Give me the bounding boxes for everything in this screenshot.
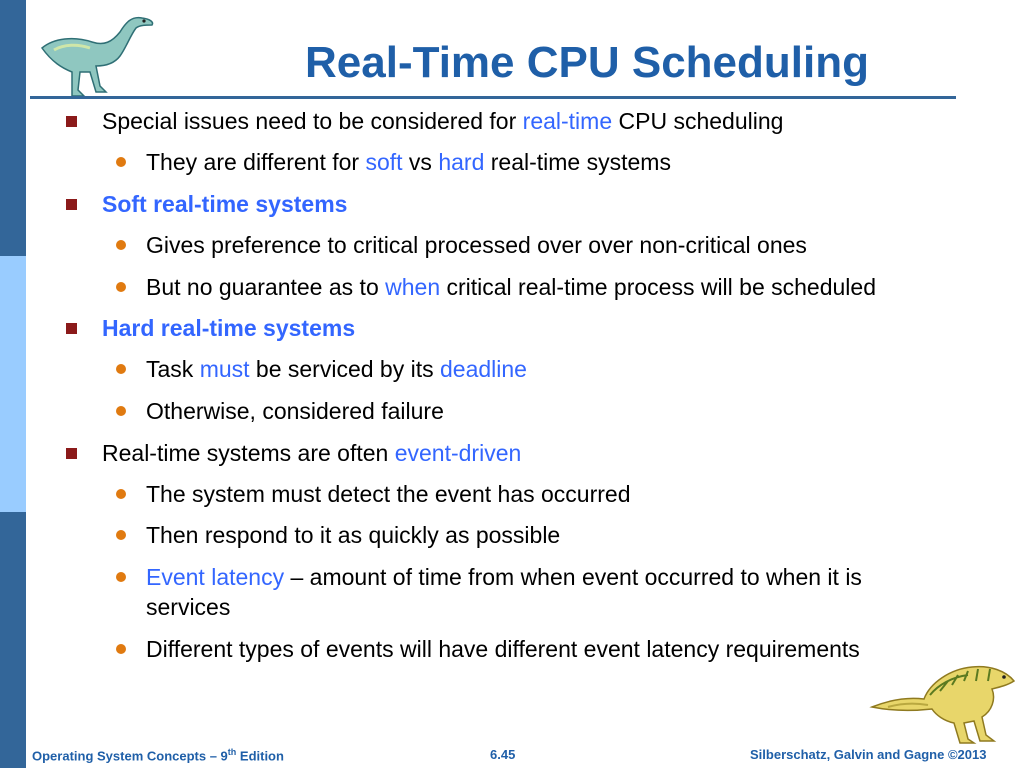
bullet-special-issues: Special issues need to be considered for real-time CPU scheduling	[102, 108, 784, 134]
square-bullet-icon	[66, 116, 77, 127]
heading-soft-real-time: Soft real-time systems	[102, 191, 348, 217]
round-bullet-icon	[116, 157, 126, 167]
round-bullet-icon	[116, 282, 126, 292]
title-underline	[30, 96, 956, 99]
bullet-no-guarantee: But no guarantee as to when critical real-time process will be scheduled	[146, 274, 876, 300]
bullet-respond-quickly: Then respond to it as quickly as possible	[146, 522, 561, 548]
footer-book-title: Operating System Concepts – 9th Edition	[32, 747, 284, 764]
left-sidebar-bar	[0, 0, 26, 768]
dinosaur-logo-icon	[34, 8, 158, 100]
slide-title: Real-Time CPU Scheduling	[305, 38, 869, 87]
round-bullet-icon	[116, 364, 126, 374]
sidebar-segment-bottom	[0, 512, 26, 768]
round-bullet-icon	[116, 530, 126, 540]
bullet-latency-requirements: Different types of events will have different event latency requirements	[146, 636, 860, 662]
footer-authors: Silberschatz, Galvin and Gagne ©2013	[750, 747, 987, 762]
bullet-event-latency: Event latency – amount of time from when event occurred to when it is	[146, 564, 862, 590]
square-bullet-icon	[66, 448, 77, 459]
bullet-gives-preference: Gives preference to critical processed over over non-critical ones	[146, 232, 807, 258]
square-bullet-icon	[66, 323, 77, 334]
footer-slide-number: 6.45	[490, 747, 516, 762]
bullet-event-driven: Real-time systems are often event-driven	[102, 440, 522, 466]
sidebar-segment-top	[0, 0, 26, 256]
bullet-otherwise-failure: Otherwise, considered failure	[146, 398, 444, 424]
round-bullet-icon	[116, 489, 126, 499]
dinosaur-illustration-icon	[868, 655, 1018, 745]
round-bullet-icon	[116, 572, 126, 582]
sidebar-segment-middle	[0, 256, 26, 512]
bullet-event-latency-continuation: services	[146, 594, 231, 620]
round-bullet-icon	[116, 406, 126, 416]
bullet-task-deadline: Task must be serviced by its deadline	[146, 356, 527, 382]
heading-hard-real-time: Hard real-time systems	[102, 315, 356, 341]
round-bullet-icon	[116, 240, 126, 250]
square-bullet-icon	[66, 199, 77, 210]
round-bullet-icon	[116, 644, 126, 654]
bullet-detect-event: The system must detect the event has occurred	[146, 481, 631, 507]
bullet-soft-vs-hard: They are different for soft vs hard real-time systems	[146, 149, 671, 175]
